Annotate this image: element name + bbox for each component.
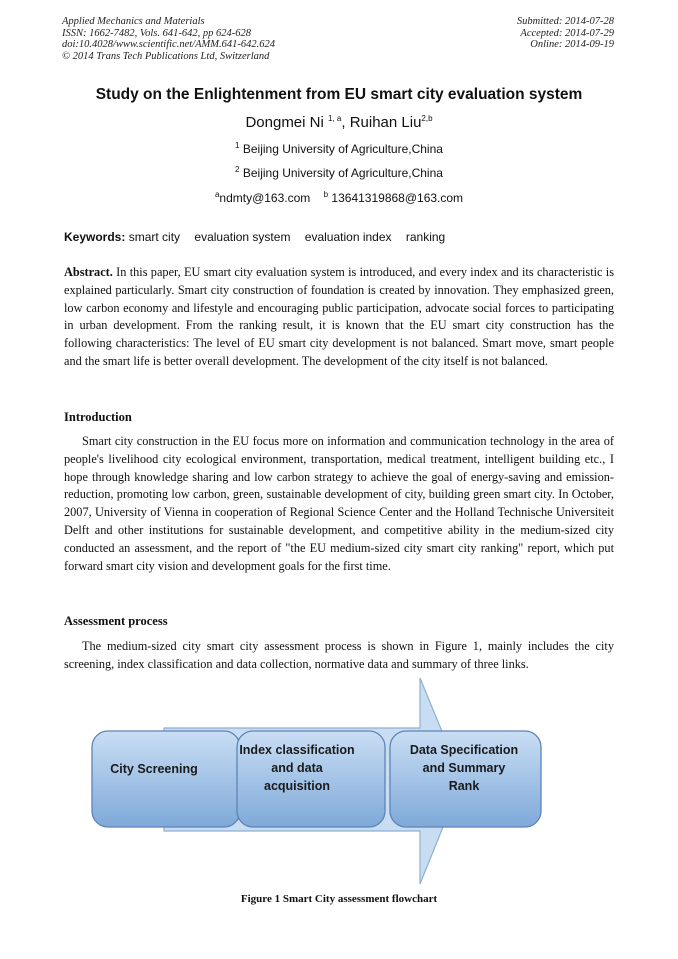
journal-meta-left (62, 16, 275, 62)
paper-title: Study on the Enlightenment from EU smart city evaluation system (95, 86, 583, 103)
abstract-label: Abstract. (64, 265, 113, 279)
step-3-line-2: and Summary (422, 761, 506, 775)
affiliation-1-text: Beijing University of Agriculture,China (242, 142, 443, 156)
email-2-sup: b (323, 190, 329, 199)
affiliation-1-sup: 1 (235, 141, 240, 150)
submitted-date: Submitted: 2014-07-28 (516, 16, 614, 27)
assessment-heading: Assessment process (64, 614, 168, 628)
affiliation-1 (0, 142, 678, 156)
journal-issn: ISSN: 1662-7482, Vols. 641-642, pp 624-628 (62, 27, 251, 39)
step-box-city-screening (92, 731, 240, 827)
keywords (64, 230, 624, 244)
keyword-item: evaluation system (194, 230, 291, 244)
step-2-line-2: and data (271, 761, 323, 775)
email-2: 13641319868@163.com (331, 191, 464, 205)
accepted-date: Accepted: 2014-07-29 (520, 27, 614, 39)
step-2-line-3: acquisition (264, 779, 330, 793)
journal-name: Applied Mechanics and Materials (62, 16, 205, 27)
step-3-line-1: Data Specification (409, 743, 519, 757)
keyword-item: evaluation index (304, 230, 392, 244)
journal-meta-right (517, 16, 614, 51)
author-line (0, 114, 678, 131)
flowchart-figure (90, 676, 550, 888)
step-2-line-1: Index classification (239, 743, 355, 757)
abstract-text: In this paper, EU smart city evaluation system is introduced, and every index and its characteristic is explained particularly. Smart city construction of foundation is created by innovation. They emphasized green, low carbon economy and lifestyle and encouraging public participation, advocate social forces to participating in urban development. From the ranking result, it is known that the EU smart city construction has the following characteristics: The level of EU smart city development is not balanced. Smart move, smart people and the smart life is better overall development. The development of the city itself is not balanced. (64, 265, 614, 368)
keyword-item: ranking (405, 230, 446, 244)
figure-caption: Figure 1 Smart City assessment flowchart (240, 893, 438, 905)
author-1-name: Dongmei Ni (245, 114, 324, 131)
journal-copyright: © 2014 Trans Tech Publications Ltd, Switzerland (62, 50, 270, 62)
step-3-line-3: Rank (448, 779, 480, 793)
step-1-line-1: City Screening (110, 762, 198, 776)
flowchart-svg (90, 676, 550, 888)
keyword-item: smart city (128, 230, 181, 244)
email-line (0, 191, 678, 205)
author-2-name: Ruihan Liu (349, 114, 422, 131)
assessment-text: The medium-sized city smart city assessment process is shown in Figure 1, mainly includes the city screening, index classification and data collection, normative data and summary of three links. (64, 639, 614, 671)
online-date: Online: 2014-09-19 (530, 39, 614, 50)
author-1-sup: 1, a (328, 114, 342, 123)
abstract (64, 264, 614, 371)
email-1: ndmty@163.com (219, 191, 311, 205)
affiliation-2-sup: 2 (235, 165, 240, 174)
introduction-heading: Introduction (64, 410, 132, 424)
author-2-sup: 2,b (421, 114, 433, 123)
keywords-label: Keywords: (64, 230, 126, 244)
affiliation-2 (0, 166, 678, 180)
email-1-sup: a (214, 190, 220, 199)
introduction-text: Smart city construction in the EU focus more on information and communication technology in the area of people's livelihood city ecological environment, transportation, medical treatment, intelligent building etc., I hope through knowledge sharing and low carbon strategy to achieve the goal of energy-saving and emission-reduction, promoting low carbon, green, sustainable development of city, building green smart city. In October, 2007, University of Vienna in cooperation of Regional Science Center and the Holland Technische Universiteit Delft and other institutions for sustainable development, and competitive ability in the medium-sized city conducted an assessment, and the report of "the EU medium-sized city smart city ranking" report, which put forward smart city vision and development goals for the first time. (64, 434, 614, 573)
journal-doi: doi:10.4028/www.scientific.net/AMM.641-642.624 (62, 39, 275, 50)
author-separator: , (341, 114, 350, 131)
affiliation-2-text: Beijing University of Agriculture,China (242, 166, 443, 180)
